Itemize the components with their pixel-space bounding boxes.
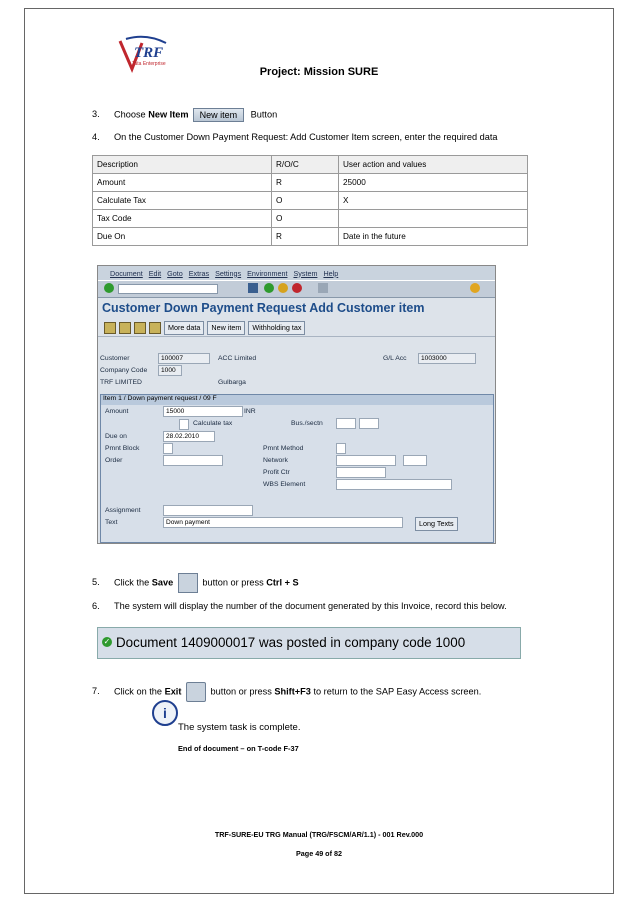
exit-icon[interactable]: [278, 283, 288, 293]
table-header-row: [93, 156, 528, 174]
menu-settings[interactable]: Settings: [215, 268, 242, 278]
item-frame: [100, 394, 494, 543]
enter-icon[interactable]: [104, 283, 114, 293]
text-field[interactable]: Down payment: [163, 517, 403, 528]
footer-manual: TRF-SURE-EU TRG Manual (TRG/FSCM/AR/1.1) - 001 Rev.000: [214, 830, 424, 839]
table-row: Amount R 25000: [93, 174, 528, 192]
svg-text:TRF: TRF: [134, 45, 164, 61]
customer-name: ACC Limited: [218, 355, 257, 362]
assignment-field[interactable]: [163, 505, 253, 516]
success-check-icon: ✓: [103, 637, 111, 646]
pmnt-block-field[interactable]: [163, 443, 173, 454]
more-data-button[interactable]: More data: [164, 321, 204, 335]
menu-goto[interactable]: Goto: [167, 268, 183, 278]
city: Gulbarga: [218, 379, 246, 386]
header-cell: R/O/C: [272, 156, 339, 174]
pmnt-method-label: Pmnt Method: [263, 445, 304, 452]
pmnt-block-label: Pmnt Block: [105, 445, 140, 452]
display-icon[interactable]: [119, 322, 131, 334]
menu-edit[interactable]: Edit: [148, 268, 162, 278]
order-field[interactable]: [163, 455, 223, 466]
amount-field[interactable]: 15000: [163, 406, 243, 417]
save-icon[interactable]: [248, 283, 258, 293]
new-item-button-image: New item: [193, 108, 245, 122]
sap-screen-title: Customer Down Payment Request Add Customer item: [102, 301, 425, 315]
sap-system-toolbar: [98, 280, 495, 298]
amount-label: Amount: [105, 408, 129, 415]
requirements-table: [92, 155, 528, 246]
calculate-tax-checkbox[interactable]: [179, 419, 189, 430]
menu-extras[interactable]: Extras: [188, 268, 210, 278]
header-cell: User action and values: [339, 156, 528, 174]
assignment-label: Assignment: [105, 507, 141, 514]
cancel-icon[interactable]: [292, 283, 302, 293]
menu-document[interactable]: Document: [110, 268, 143, 278]
step-7: 7. Click on the Exit button or press Shift+F3 to return to the SAP Easy Access screen.: [92, 682, 481, 702]
help-icon[interactable]: [470, 283, 480, 293]
item-header: Item 1 / Down payment request / 09 F: [101, 395, 493, 405]
withholding-tax-button[interactable]: Withholding tax: [248, 321, 305, 335]
footer-page-number: Page 49 of 82: [296, 849, 342, 858]
document-icon[interactable]: [149, 322, 161, 334]
glacc-field[interactable]: 1003000: [418, 353, 476, 364]
step-4: 4. On the Customer Down Payment Request: Add Customer Item screen, enter the required data: [92, 132, 498, 142]
customer-label: Customer: [100, 355, 130, 362]
table-row: Tax Code O: [93, 210, 528, 228]
new-item-button[interactable]: New item: [207, 321, 245, 335]
sap-app-toolbar: [98, 320, 495, 337]
network-activity-field[interactable]: [403, 455, 427, 466]
svg-text:Tata Enterprise: Tata Enterprise: [132, 61, 166, 67]
step-3: 3. Choose New Item New item Button: [92, 109, 278, 120]
menu-system[interactable]: System: [293, 268, 318, 278]
info-icon: i: [152, 700, 178, 726]
wbs-element-field[interactable]: [336, 479, 452, 490]
tree-icon[interactable]: [104, 322, 116, 334]
profit-ctr-field[interactable]: [336, 467, 386, 478]
command-field[interactable]: [118, 284, 218, 294]
wbs-element-label: WBS Element: [263, 481, 306, 488]
project-title: Project: Mission SURE: [259, 66, 379, 78]
due-on-label: Due on: [105, 433, 127, 440]
completion-note: The system task is complete.: [178, 722, 301, 733]
sap-screenshot: [97, 265, 496, 544]
print-icon[interactable]: [318, 283, 328, 293]
save-icon: [178, 573, 198, 593]
step-5: 5. Click the Save button or press Ctrl + S: [92, 573, 299, 593]
network-label: Network: [263, 457, 288, 464]
customer-field[interactable]: 100007: [158, 353, 210, 364]
long-texts-button[interactable]: Long Texts: [415, 517, 458, 531]
table-row: Due On R Date in the future: [93, 228, 528, 246]
profit-ctr-label: Profit Ctr: [263, 469, 290, 476]
order-label: Order: [105, 457, 123, 464]
sap-menubar: [98, 266, 495, 280]
status-message: Document 1409000017 was posted in company code 1000: [116, 635, 466, 650]
header-cell: Description: [93, 156, 272, 174]
company-name: TRF LIMITED: [100, 379, 142, 386]
step-6: 6. The system will display the number of the document generated by this Invoice, record this below.: [92, 601, 507, 611]
glacc-label: G/L Acc: [383, 355, 407, 362]
back-icon[interactable]: [264, 283, 274, 293]
network-field[interactable]: [336, 455, 396, 466]
company-code-label: Company Code: [100, 367, 148, 374]
due-on-field[interactable]: 28.02.2010: [163, 431, 215, 442]
exit-icon: [186, 682, 206, 702]
calculate-tax-label: Calculate tax: [193, 420, 233, 427]
text-label: Text: [105, 519, 118, 526]
bus-sectn-label: Bus./sectn: [291, 420, 323, 427]
table-row: Calculate Tax O X: [93, 192, 528, 210]
status-message-bar: [97, 627, 521, 659]
company-code-field[interactable]: 1000: [158, 365, 182, 376]
menu-environment[interactable]: Environment: [247, 268, 288, 278]
end-of-document: End of document – on T-code F-37: [178, 744, 299, 753]
bus-sectn-field[interactable]: [336, 418, 356, 429]
menu-help[interactable]: Help: [323, 268, 339, 278]
bus-sectn-field-2[interactable]: [359, 418, 379, 429]
pmnt-method-field[interactable]: [336, 443, 346, 454]
overview-icon[interactable]: [134, 322, 146, 334]
currency: INR: [244, 408, 256, 415]
